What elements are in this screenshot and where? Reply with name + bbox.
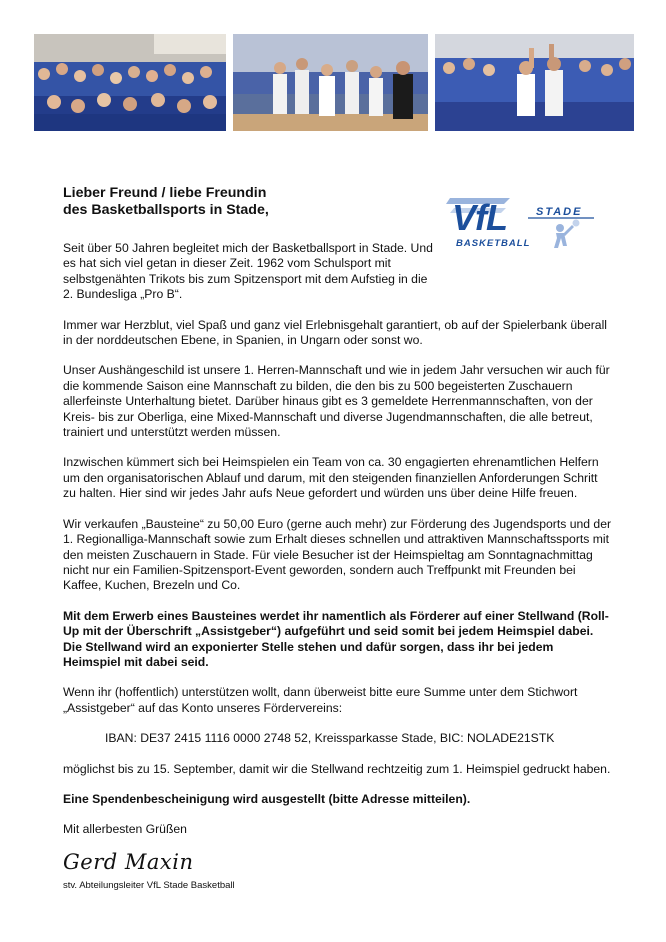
bank-details: IBAN: DE37 2415 1116 0000 2748 52, Kreissparkasse Stade, BIC: NOLADE21STK [105, 731, 555, 746]
greeting-line-1: Lieber Freund / liebe Freundin [63, 185, 267, 201]
header-photo-strip [34, 34, 634, 131]
fans-cheering-photo [34, 34, 226, 131]
paragraph-transfer: Wenn ihr (hoffentlich) unterstützen wollt, dann überweist bitte eure Summe unter dem Stichwort „Assistgeber“ auf das Konto unseres Fördervereins: [63, 685, 578, 715]
paragraph-bausteine: Wir verkaufen „Bausteine“ zu 50,00 Euro (gerne auch mehr) zur Förderung des Jugendsports und der 1. Regionalliga-Mannschaft sowie zum Erhalt dieses schnellen und attraktiven Mannschaftssports mit den meisten Zuschauern in Stade. Für viele Besucher ist der Heimspieltag am Sonntagnachmittag nicht nur ein Familien-Spitzensport-Event geworden, sondern auch Treffpunkt mit Freunden bei Kaffee, Kuchen, Brezeln und Co. [63, 516, 612, 593]
logo-wordmark: VfL [452, 197, 507, 238]
greeting-line-2: des Basketballsports in Stade, [63, 202, 269, 218]
signer-role: stv. Abteilungsleiter VfL Stade Basketball [63, 879, 235, 891]
paragraph-history: Seit über 50 Jahren begleitet mich der Basketballsport in Stade. Und es hat sich viel getan in dieser Zeit. 1962 vom Schulsport mit selbstgenähten Trikots bis zum Spitzensport mit dem Aufstieg in die 2. Bundesliga „Pro B“. [63, 241, 433, 302]
paragraph-teams: Unser Aushängeschild ist unsere 1. Herren-Mannschaft und wie in jedem Jahr versuchen wir auch für die kommende Saison eine Mannschaft zu bilden, die den bis zu 500 begeisterten Zuschauern allerfeinste Unterhaltung bietet. Darüber hinaus gibt es 3 gemeldete Herrenmannschaften, von der Kreis- bis zur Oberliga, eine Mixed-Mannschaft und diverse Jugendmannschaften, die alle betreut, trainiert und unterstützt werden müssen. [63, 363, 610, 440]
paragraph-stellwand: Mit dem Erwerb eines Bausteines werdet ihr namentlich als Förderer auf einer Stellwand (Roll-Up mit der Überschrift „Assistgeber“) aufgeführt und seid somit bei jedem Heimspiel dabei. Die Stellwand wird an exponierter Stelle stehen und dafür sorgen, dass ihr bei jedem Heimspiel mit dabei seid. [63, 608, 609, 669]
paragraph-donation-receipt: Eine Spendenbescheinigung wird ausgestellt (bitte Adresse mitteilen). [63, 791, 471, 806]
paragraph-deadline: möglichst bis zu 15. September, damit wir die Stellwand rechtzeitig zum 1. Heimspiel gedruckt haben. [63, 761, 611, 776]
paragraph-passion: Immer war Herzblut, viel Spaß und ganz viel Erlebnisgehalt garantiert, ob auf der Spielerbank überall in der norddeutschen Ebene, in Spanien, in Ungarn oder sonst wo. [63, 317, 607, 348]
signature: Gerd Maxin [63, 849, 194, 874]
team-celebration-photo [233, 34, 428, 131]
closing-line: Mit allerbesten Grüßen [63, 822, 187, 837]
players-high-five-photo [435, 34, 634, 131]
letter-body [63, 185, 613, 892]
logo-city: STADE [536, 206, 583, 218]
logo-sport: BASKETBALL [456, 238, 531, 249]
paragraph-helpers: Inzwischen kümmert sich bei Heimspielen ein Team von ca. 30 engagierten ehrenamtlichen Helfern um den organisatorischen Ablauf und darum, mit den steigenden finanziellen Anforderungen Schritt zu halten. Hier sind wir jedes Jahr aufs Neue gefordert und würden uns über deine Hilfe freuen. [63, 455, 599, 501]
